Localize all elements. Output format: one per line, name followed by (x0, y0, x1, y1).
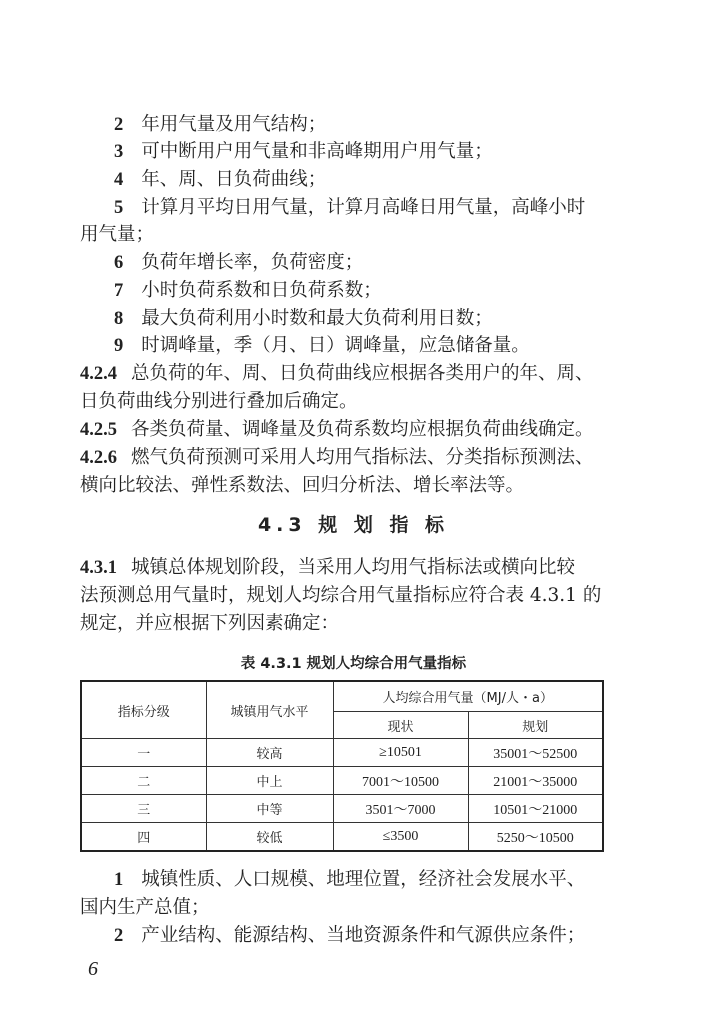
cell-planned: 10501～21000 (468, 795, 603, 823)
item-number: 6 (114, 253, 124, 273)
list-item (114, 110, 326, 140)
item-text: 产业结构、能源结构、当地资源条件和气源供应条件； (141, 925, 586, 946)
cell-level: 较高 (206, 739, 333, 767)
cell-grade: 三 (81, 795, 206, 823)
section-heading: 4.3 规 划 指 标 (257, 514, 450, 536)
table-row (81, 823, 603, 852)
list-item (114, 276, 382, 306)
item-text: 时调峰量，季（月、日）调峰量，应急储备量。 (141, 335, 530, 356)
item-number: 2 (114, 926, 124, 946)
cell-level: 较低 (206, 823, 333, 852)
table-row (81, 739, 603, 767)
item-number: 8 (114, 309, 124, 329)
list-item (114, 921, 585, 951)
item-text: 最大负荷利用小时数和最大负荷利用日数； (141, 308, 493, 329)
item-number: 9 (114, 336, 124, 356)
list-item (114, 331, 530, 361)
item-number: 7 (114, 281, 124, 301)
cell-grade: 一 (81, 739, 206, 767)
clause-number: 4.2.6 (80, 448, 117, 468)
cell-current: 3501～7000 (333, 795, 468, 823)
item-number: 5 (114, 198, 124, 218)
clause-text: 总负荷的年、周、日负荷曲线应根据各类用户的年、周、 (131, 363, 594, 384)
header-grade: 指标分级 (81, 681, 206, 739)
clause-text: 城镇总体规划阶段，当采用人均用气指标法或横向比较 (131, 557, 576, 578)
cell-grade: 四 (81, 823, 206, 852)
item-number: 1 (114, 870, 124, 890)
clause-text: 燃气负荷预测可采用人均用气指标法、分类指标预测法、 (131, 447, 594, 468)
clause-number: 4.2.5 (80, 420, 117, 440)
item-text: 年用气量及用气结构； (141, 114, 327, 135)
cell-grade: 二 (81, 767, 206, 795)
cell-current: ≥10501 (333, 739, 468, 767)
cell-current: ≤3500 (333, 823, 468, 852)
item-number: 2 (114, 115, 124, 135)
table-row (81, 767, 603, 795)
header-current: 现状 (333, 712, 468, 739)
cell-planned: 35001～52500 (468, 739, 603, 767)
list-item (114, 193, 585, 223)
clause-number: 4.3.1 (80, 558, 117, 578)
gas-consumption-table (80, 680, 604, 852)
list-item (114, 248, 363, 278)
item-continuation: 国内生产总值； (80, 897, 210, 918)
clause-number: 4.2.4 (80, 364, 117, 384)
cell-planned: 5250～10500 (468, 823, 603, 852)
header-planned: 规划 (468, 712, 603, 739)
clause (80, 443, 594, 473)
item-text: 可中断用户用气量和非高峰期用户用气量； (141, 141, 493, 162)
item-text: 小时负荷系数和日负荷系数； (141, 280, 382, 301)
item-text: 负荷年增长率，负荷密度； (141, 252, 364, 273)
clause-text: 各类负荷量、调峰量及负荷系数均应根据负荷曲线确定。 (131, 419, 594, 440)
cell-current: 7001～10500 (333, 767, 468, 795)
clause-continuation: 横向比较法、弹性系数法、回归分析法、增长率法等。 (80, 475, 525, 496)
clause-continuation: 日负荷曲线分别进行叠加后确定。 (80, 391, 358, 412)
cell-level: 中等 (206, 795, 333, 823)
clause (80, 553, 575, 583)
table-caption: 表 4.3.1 规划人均综合用气量指标 (240, 656, 467, 672)
clause (80, 415, 594, 445)
item-number: 4 (114, 170, 124, 190)
clause-continuation: 规定，并应根据下列因素确定： (80, 613, 340, 634)
item-number: 3 (114, 142, 124, 162)
header-level: 城镇用气水平 (206, 681, 333, 739)
item-text: 计算月平均日用气量，计算月高峰日用气量，高峰小时 (141, 197, 586, 218)
cell-level: 中上 (206, 767, 333, 795)
item-continuation: 用气量； (80, 224, 155, 245)
page-number: 6 (88, 958, 98, 980)
item-text: 年、周、日负荷曲线； (141, 169, 327, 190)
table-row (81, 795, 603, 823)
clause-continuation: 法预测总用气量时，规划人均综合用气量指标应符合表 4.3.1 的 (80, 585, 602, 606)
list-item (114, 304, 493, 334)
clause (80, 359, 594, 389)
list-item (114, 865, 585, 895)
list-item (114, 165, 326, 195)
item-text: 城镇性质、人口规模、地理位置，经济社会发展水平、 (141, 869, 586, 890)
cell-planned: 21001～35000 (468, 767, 603, 795)
header-group: 人均综合用气量（MJ/人・a） (333, 681, 603, 712)
list-item (114, 137, 493, 167)
